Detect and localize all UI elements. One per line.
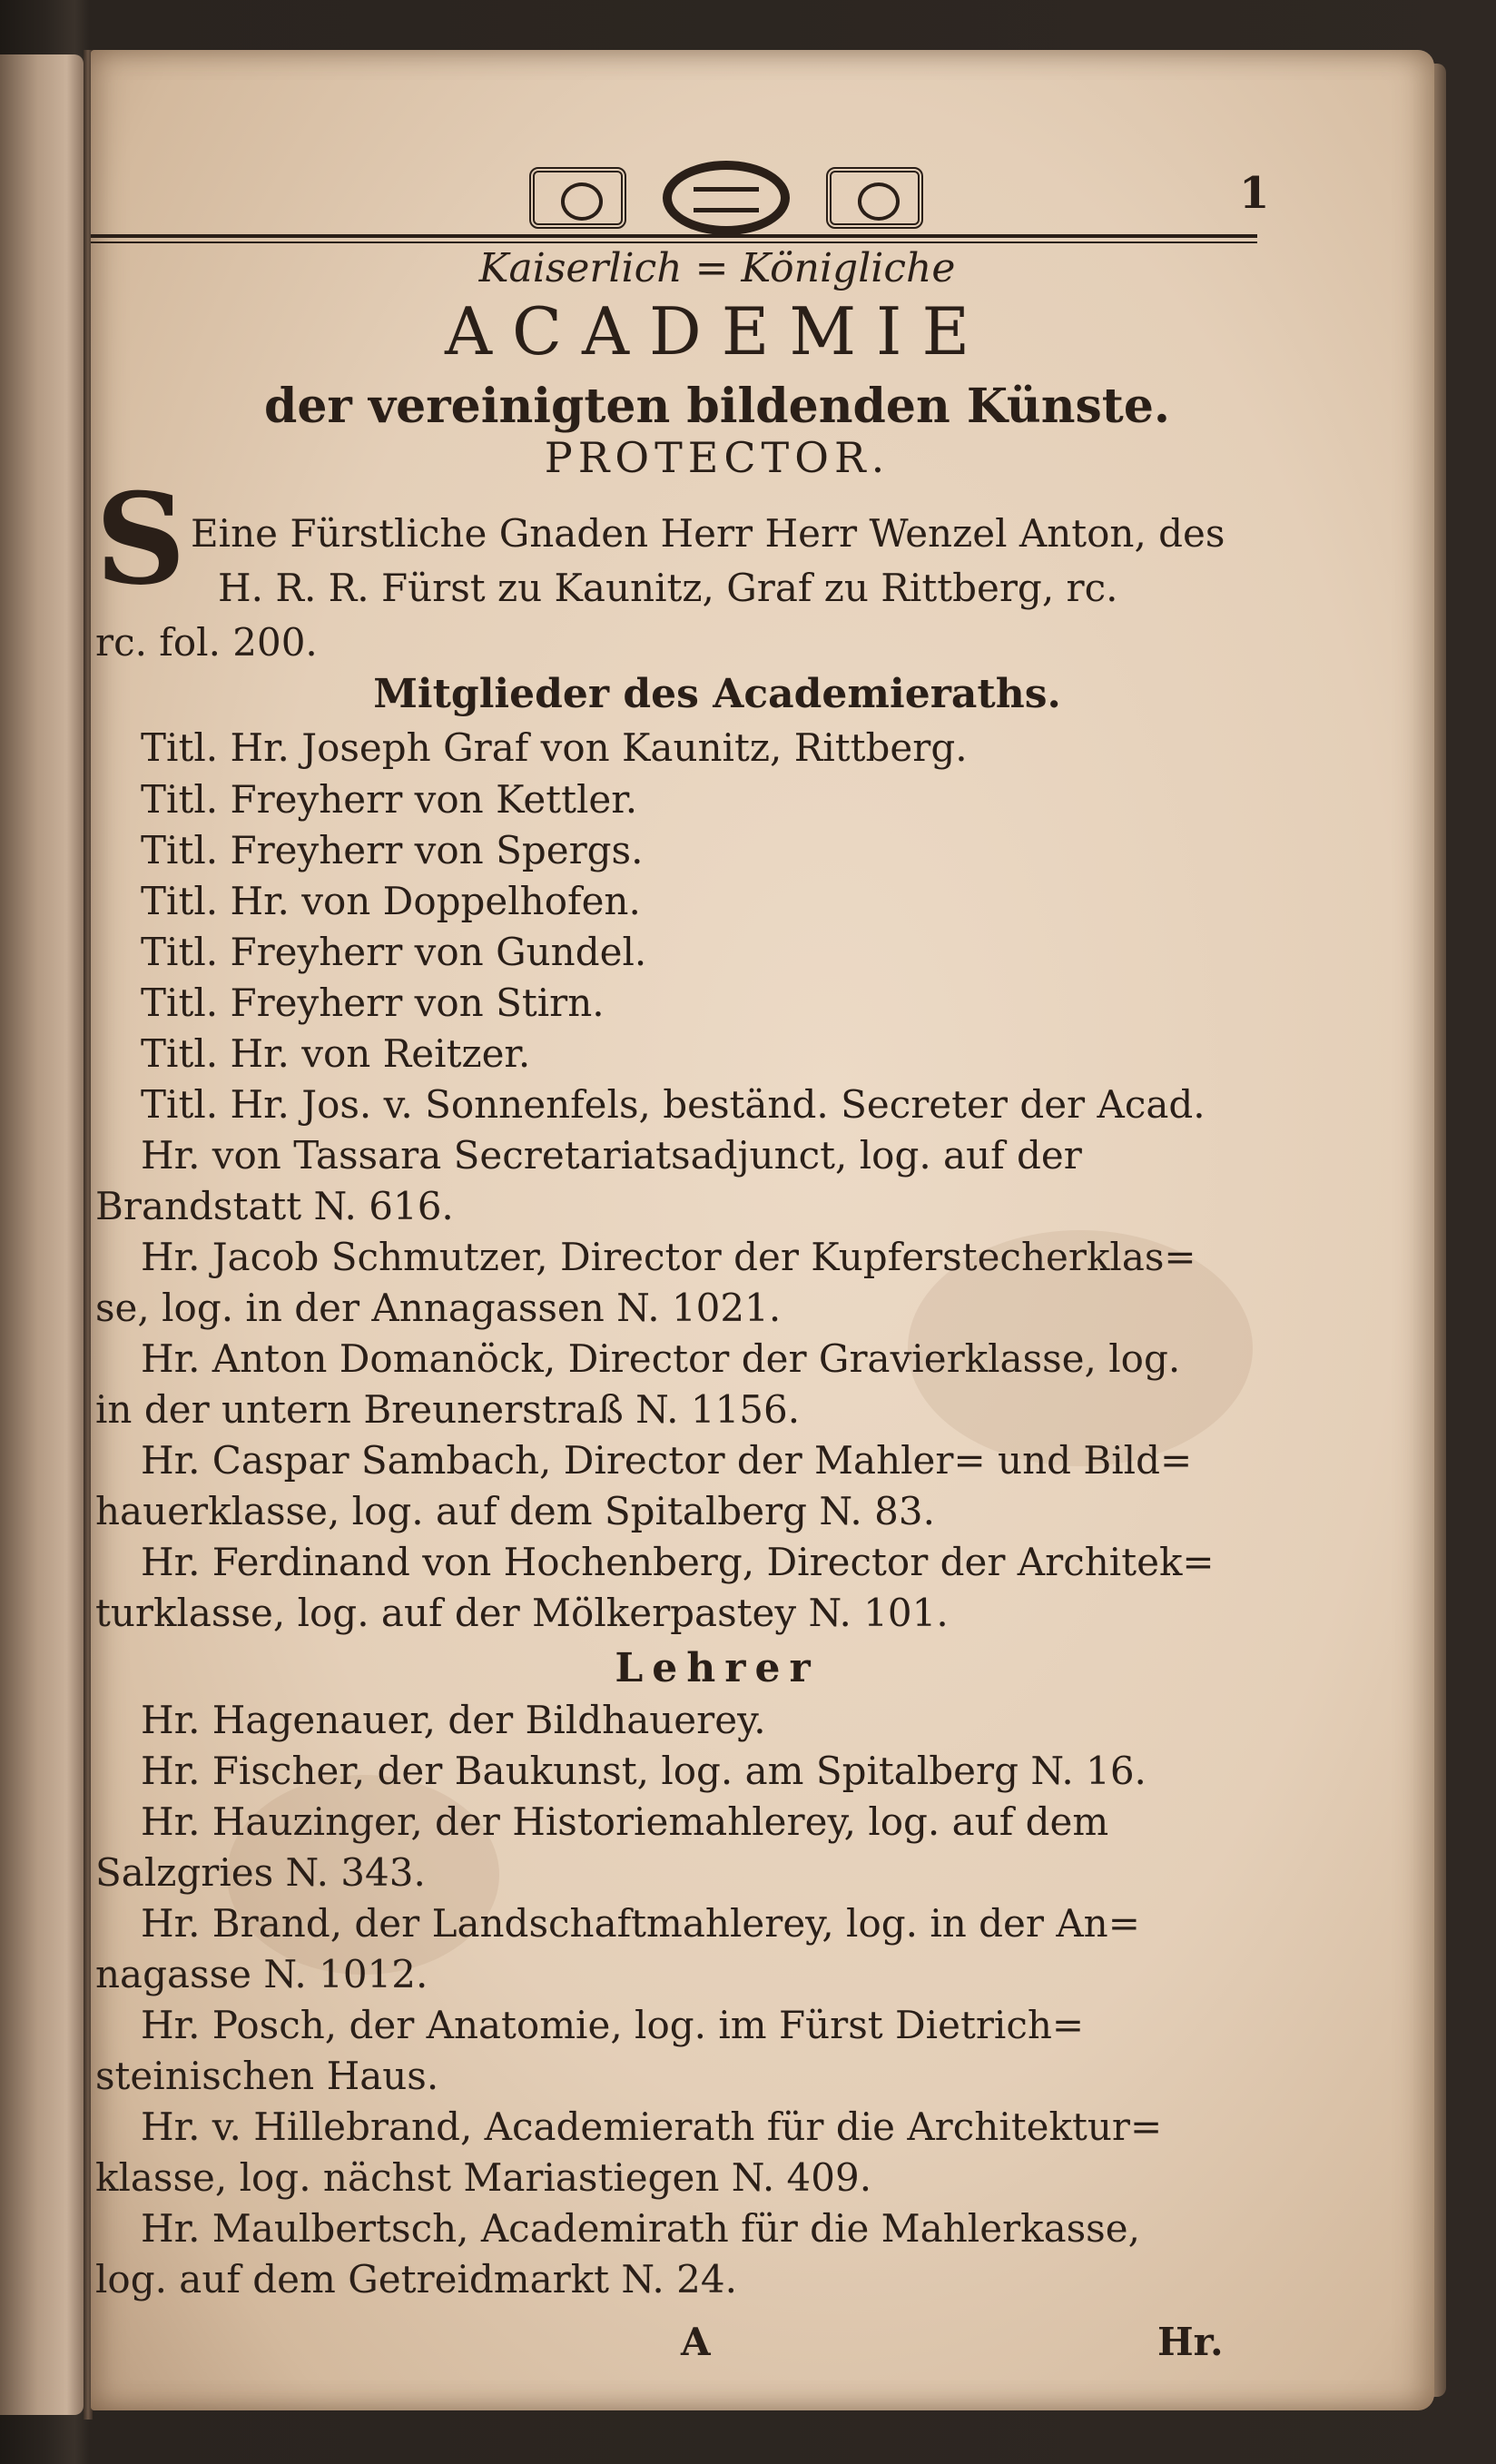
protector-line: rc. fol. 200. [95, 620, 318, 665]
council-line: Titl. Freyherr von Spergs. [141, 828, 644, 872]
council-heading: Mitglieder des Academieraths. [373, 671, 1061, 717]
teacher-line: Hr. Hauzinger, der Historiemahlerey, log. auf dem [141, 1799, 1109, 1844]
header-rule [91, 234, 1257, 238]
council-line: Hr. Caspar Sambach, Director der Mahler= und Bild= [141, 1438, 1193, 1483]
council-line: Titl. Freyherr von Kettler. [141, 777, 638, 822]
header-subtitle: der vereinigten bildenden Künste. [263, 379, 1171, 434]
council-line: Titl. Hr. Joseph Graf von Kaunitz, Rittberg. [141, 725, 968, 770]
council-line: Hr. Jacob Schmutzer, Director der Kupferstecherklas= [141, 1235, 1196, 1279]
teacher-line: steinischen Haus. [95, 2054, 439, 2098]
teacher-line: nagasse N. 1012. [95, 1952, 428, 1996]
council-line: Hr. Ferdinand von Hochenberg, Director der Architek= [141, 1540, 1215, 1584]
teacher-line: Hr. Hagenauer, der Bildhauerey. [141, 1698, 766, 1742]
header-title: ACADEMIE [444, 293, 990, 370]
header-ornament [481, 157, 971, 239]
ornament-center-oval [663, 161, 790, 235]
catchword: Hr. [1157, 2320, 1224, 2364]
protector-line: Eine Fürstliche Gnaden Herr Herr Wenzel Anton, des [191, 511, 1225, 556]
council-line: se, log. in der Annagassen N. 1021. [95, 1286, 782, 1330]
teacher-line: Hr. v. Hillebrand, Academierath für die Architektur= [141, 2104, 1163, 2149]
council-line: in der untern Breunerstraß N. 1156. [95, 1387, 801, 1432]
teacher-line: Hr. Maulbertsch, Academirath für die Mahlerkasse, [141, 2206, 1140, 2251]
teacher-line: Salzgries N. 343. [95, 1850, 426, 1895]
council-line: Hr. Anton Domanöck, Director der Gravierklasse, log. [141, 1336, 1181, 1381]
council-line: Titl. Hr. von Doppelhofen. [141, 879, 641, 923]
council-line: hauerklasse, log. auf dem Spitalberg N. 83. [95, 1489, 935, 1533]
council-line: Titl. Freyherr von Stirn. [141, 981, 605, 1025]
council-line: Brandstatt N. 616. [95, 1184, 454, 1228]
teacher-line: Hr. Brand, der Landschaftmahlerey, log. in der An= [141, 1901, 1140, 1946]
signature-mark: A [681, 2320, 711, 2364]
page-number: 1 [1239, 168, 1270, 219]
teacher-line: klasse, log. nächst Mariastiegen N. 409. [95, 2155, 872, 2200]
drop-cap: S [95, 465, 186, 613]
teacher-line: Hr. Fischer, der Baukunst, log. am Spitalberg N. 16. [141, 1749, 1147, 1793]
council-line: Titl. Hr. Jos. v. Sonnenfels, beständ. Secreter der Acad. [141, 1082, 1206, 1127]
teachers-heading: Lehrer [615, 1645, 820, 1691]
council-line: turklasse, log. auf der Mölkerpastey N. 101. [95, 1591, 949, 1635]
header-imperial-royal: Kaiserlich = Königliche [478, 245, 956, 291]
ornament-right-block [826, 167, 923, 229]
council-line: Hr. von Tassara Secretariatsadjunct, log. auf der [141, 1133, 1082, 1178]
page [91, 50, 1434, 2410]
teacher-line: Hr. Posch, der Anatomie, log. im Fürst Dietrich= [141, 2003, 1085, 2047]
council-line: Titl. Hr. von Reitzer. [141, 1031, 531, 1076]
ornament-left-block [529, 167, 626, 229]
header-protector: PROTECTOR. [544, 433, 891, 482]
council-line: Titl. Freyherr von Gundel. [141, 930, 647, 974]
protector-line: H. R. R. Fürst zu Kaunitz, Graf zu Rittberg, rc. [218, 566, 1118, 610]
teacher-line: log. auf dem Getreidmarkt N. 24. [95, 2257, 737, 2301]
left-page-edge [0, 54, 84, 2415]
